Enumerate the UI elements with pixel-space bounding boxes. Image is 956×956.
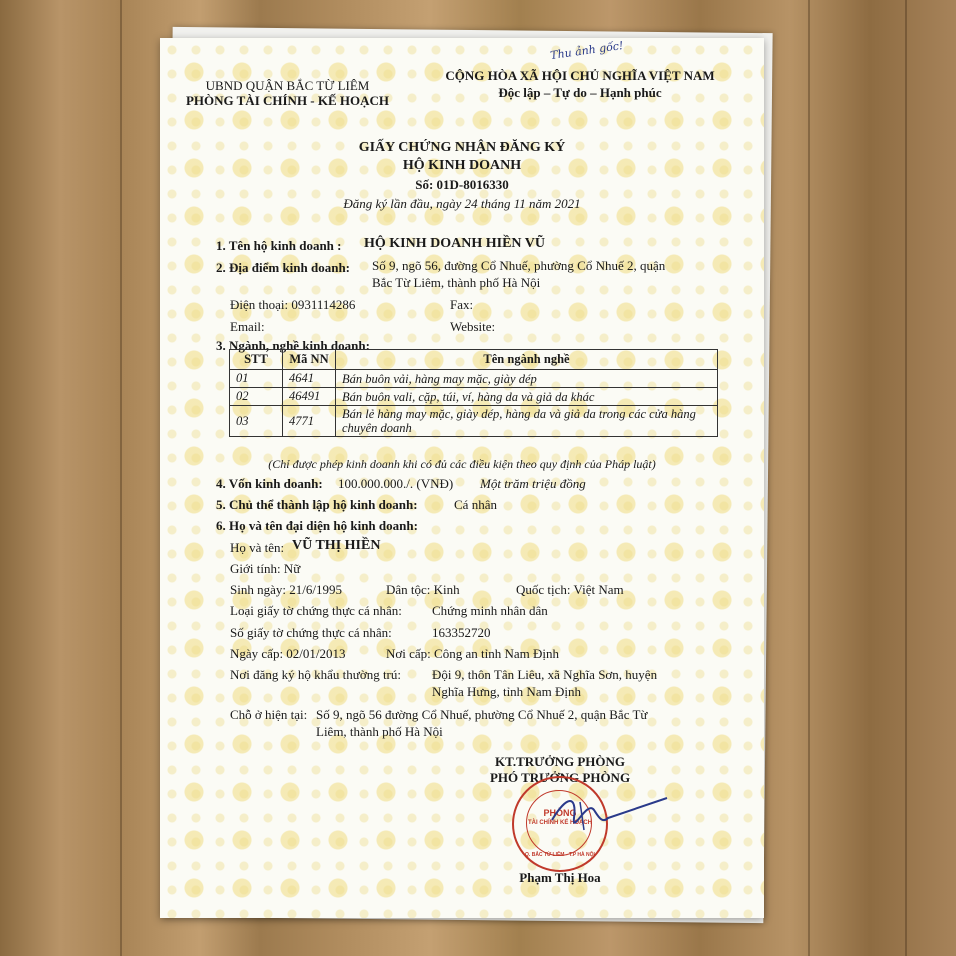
rep-name-label: Họ và tên: (230, 540, 285, 555)
handwritten-signature (532, 790, 672, 840)
address-label: 2. Địa điểm kinh doanh: (216, 260, 351, 275)
rep-name-value: VŨ THỊ HIỀN (292, 538, 381, 553)
stamp-top-text: PHÒNG (543, 808, 577, 818)
national-motto: Độc lập – Tự do – Hạnh phúc (498, 85, 662, 100)
business-name-value: HỘ KINH DOANH HIỀN VŨ (364, 236, 545, 251)
issuer-line2: PHÒNG TÀI CHÍNH - KẾ HOẠCH (185, 93, 390, 108)
capital-amount: 100.000.000./. (VNĐ) (338, 476, 454, 491)
row-stt: 01 (230, 370, 283, 388)
industries-table (229, 349, 718, 437)
founder-value: Cá nhân (454, 497, 497, 512)
residence-label: Nơi đăng ký hộ khẩu thường trú: (230, 667, 401, 682)
row-stt: 03 (230, 406, 283, 437)
current-address-label: Chỗ ở hiện tại: (230, 707, 308, 722)
address-line1: Số 9, ngõ 56, đường Cổ Nhuế, phường Cổ Nhuế 2, quận (372, 258, 666, 273)
plank-seam (120, 0, 122, 956)
id-issue-place: Nơi cấp: Công an tỉnh Nam Định (386, 646, 559, 661)
row-name: Bán buôn vải, hàng may mặc, giày dép (336, 370, 718, 388)
fax: Fax: (450, 297, 474, 312)
email: Email: (230, 319, 265, 334)
stamp-bottom-text: Q. BẮC TỪ LIÊM - T.P HÀ NỘI (525, 852, 595, 858)
signer-position: PHÓ TRƯỞNG PHÒNG (489, 770, 631, 785)
row-name: Bán buôn vali, cặp, túi, ví, hàng da và giả da khác (336, 388, 718, 406)
column-header: Tên ngành nghề (336, 350, 718, 370)
capital-label: 4. Vốn kinh doanh: (216, 476, 323, 491)
row-name: Bán lẻ hàng may mặc, giày dép, hàng da và giả da trong các cửa hàng chuyên doanh (336, 406, 718, 437)
website: Website: (450, 319, 496, 334)
stamp-mid-text: TÀI CHÍNH KẾ HOẠCH (528, 820, 592, 826)
table-header-row (230, 350, 718, 370)
industries-note: (Chỉ được phép kinh doanh khi có đủ các điều kiện theo quy định của Pháp luật) (268, 457, 656, 471)
plank-seam (905, 0, 907, 956)
signer-title: KT.TRƯỞNG PHÒNG (495, 754, 625, 769)
table-row (230, 406, 718, 437)
address-line2: Bắc Từ Liêm, thành phố Hà Nội (372, 275, 541, 290)
table-row (230, 370, 718, 388)
issuer-line1: UBND QUẬN BẮC TỪ LIÊM (205, 78, 370, 93)
id-type-value: Chứng minh nhân dân (432, 603, 548, 618)
business-name-label: 1. Tên hộ kinh doanh : (216, 238, 342, 253)
residence-line1: Đội 9, thôn Tân Liêu, xã Nghĩa Sơn, huyện (432, 667, 658, 682)
rep-ethnicity: Dân tộc: Kinh (386, 582, 460, 597)
certificate-number: Số: 01D-8016330 (415, 177, 509, 192)
industries-label: 3. Ngành, nghề kinh doanh: (216, 338, 370, 353)
id-number-label: Số giấy tờ chứng thực cá nhân: (230, 625, 392, 640)
current-address-line1: Số 9, ngõ 56 đường Cổ Nhuế, phường Cổ Nhuế 2, quận Bắc Từ (316, 707, 648, 722)
row-code: 4641 (283, 370, 336, 388)
row-code: 46491 (283, 388, 336, 406)
table-row (230, 388, 718, 406)
plank-seam (808, 0, 810, 956)
rep-nationality: Quốc tịch: Việt Nam (516, 582, 624, 597)
phone: Điện thoại: 0931114286 (230, 297, 356, 312)
id-type-label: Loại giấy tờ chứng thực cá nhân: (230, 603, 402, 618)
signer-name: Phạm Thị Hoa (519, 870, 601, 885)
certificate-subtitle: HỘ KINH DOANH (402, 158, 522, 173)
row-code: 4771 (283, 406, 336, 437)
founder-label: 5. Chủ thể thành lập hộ kinh doanh: (216, 497, 418, 512)
rep-birth: Sinh ngày: 21/6/1995 (230, 582, 342, 597)
representative-label: 6. Họ và tên đại diện hộ kinh doanh: (216, 518, 418, 533)
registration-date: Đăng ký lần đầu, ngày 24 tháng 11 năm 2021 (343, 196, 581, 211)
certificate-title: GIẤY CHỨNG NHẬN ĐĂNG KÝ (358, 140, 566, 155)
row-stt: 02 (230, 388, 283, 406)
capital-words: Một trăm triệu đồng (480, 476, 586, 491)
certificate-document (160, 38, 764, 918)
national-title: CỘNG HÒA XÃ HỘI CHỦ NGHĨA VIỆT NAM (445, 68, 715, 83)
rep-gender: Giới tính: Nữ (230, 561, 301, 576)
id-issue-date: Ngày cấp: 02/01/2013 (230, 646, 346, 661)
current-address-line2: Liêm, thành phố Hà Nội (316, 724, 443, 739)
column-header: STT (230, 350, 283, 370)
residence-line2: Nghĩa Hưng, tỉnh Nam Định (432, 684, 581, 699)
id-number-value: 163352720 (432, 625, 491, 640)
handwritten-note: Thu ảnh gốc! (549, 38, 625, 63)
column-header: Mã NN (283, 350, 336, 370)
